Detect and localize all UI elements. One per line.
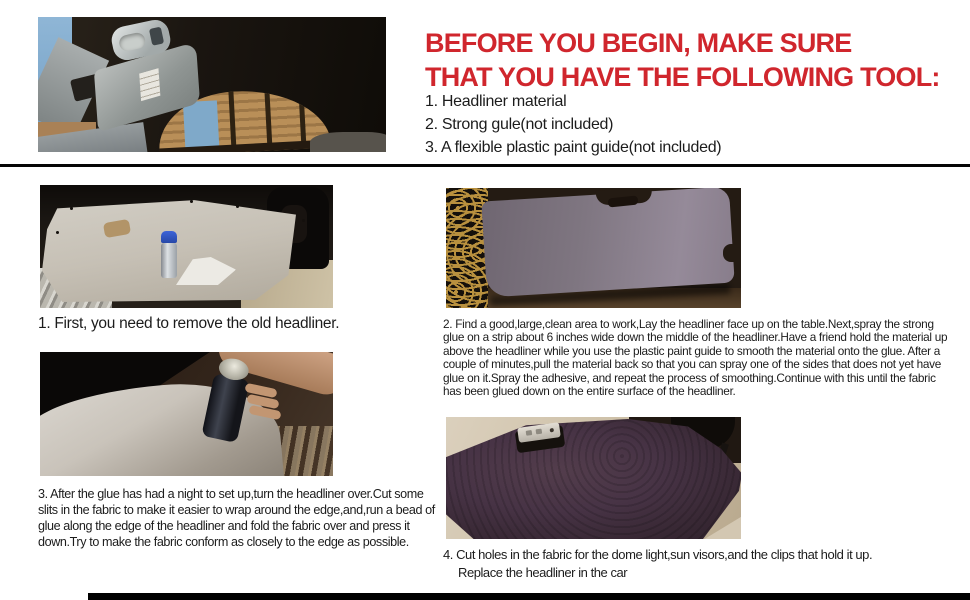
- dome-light-dot-shape: [550, 428, 555, 433]
- step4-caption-line2: Replace the headliner in the car: [458, 564, 628, 580]
- purple-headliner-shape: [446, 419, 741, 539]
- photo-headliner-board-with-spray-can: [40, 185, 333, 308]
- tool-list-item-3: 3. A flexible plastic paint guide(not included): [425, 139, 722, 156]
- dome-light-lens-shape: [118, 31, 147, 52]
- photo-spraying-glue: [40, 352, 333, 476]
- step4-caption: [443, 546, 968, 581]
- tool-list-item-1: 1. Headliner material: [425, 93, 567, 110]
- bottom-bar: [88, 593, 970, 600]
- dome-light-switch-shape: [149, 27, 164, 46]
- clip-hole-shape: [190, 200, 193, 203]
- edge-notch-shape: [723, 244, 737, 262]
- section-divider: [0, 164, 970, 167]
- header-title-line1: BEFORE YOU BEGIN, MAKE SURE: [425, 28, 852, 58]
- window-reflection-shape: [183, 100, 219, 150]
- dome-light-button-shape: [536, 429, 543, 435]
- clip-hole-shape: [302, 219, 305, 222]
- seat-back-shape: [310, 132, 386, 152]
- step4-caption-line1: 4. Cut holes in the fabric for the dome light,sun visors,and the clips that hold it up.: [443, 547, 873, 562]
- photo-car-ceiling: [38, 17, 386, 152]
- spray-can-cap-shape: [161, 231, 177, 243]
- dome-light-button-shape: [526, 430, 533, 436]
- header-title-line2: THAT YOU HAVE THE FOLLOWING TOOL:: [425, 62, 940, 92]
- clip-hole-shape: [70, 207, 73, 210]
- clip-hole-shape: [56, 231, 59, 234]
- step1-caption: 1. First, you need to remove the old headliner.: [38, 315, 340, 332]
- visor-label-shape: [139, 68, 160, 101]
- step3-caption: 3. After the glue has had a night to set up,turn the headliner over.Cut some slits in the fabric to make it easier to wrap around the edge,and,run a bead of glue along the edge of the headliner and fold the fabric over and press it down.Try to make the fabric conform as closely to the edge as possible.: [38, 487, 435, 549]
- photo-headliner-on-table: [446, 188, 741, 308]
- spray-can-body-shape: [161, 243, 177, 278]
- photo-finished-purple-headliner: [446, 417, 741, 539]
- tool-list-item-2: 2. Strong gule(not included): [425, 116, 614, 133]
- step2-caption: 2. Find a good,large,clean area to work,Lay the headliner face up on the table.Next,spray the strong glue on a strip about 6 inches wide down the middle of the headliner.Have a friend hold the material up above the headliner while you use the plastic paint guide to smooth the material onto the glue. After a couple of minutes,pull the material back so that you can spray one of the sides that does not yet have glue on it.Spray the adhesive, and repeat the process of smoothing.Continue with this until the fabric has been glued down on the entire surface of the headliner.: [443, 317, 948, 399]
- window-frame-shape: [228, 92, 236, 152]
- clip-hole-shape: [236, 205, 239, 208]
